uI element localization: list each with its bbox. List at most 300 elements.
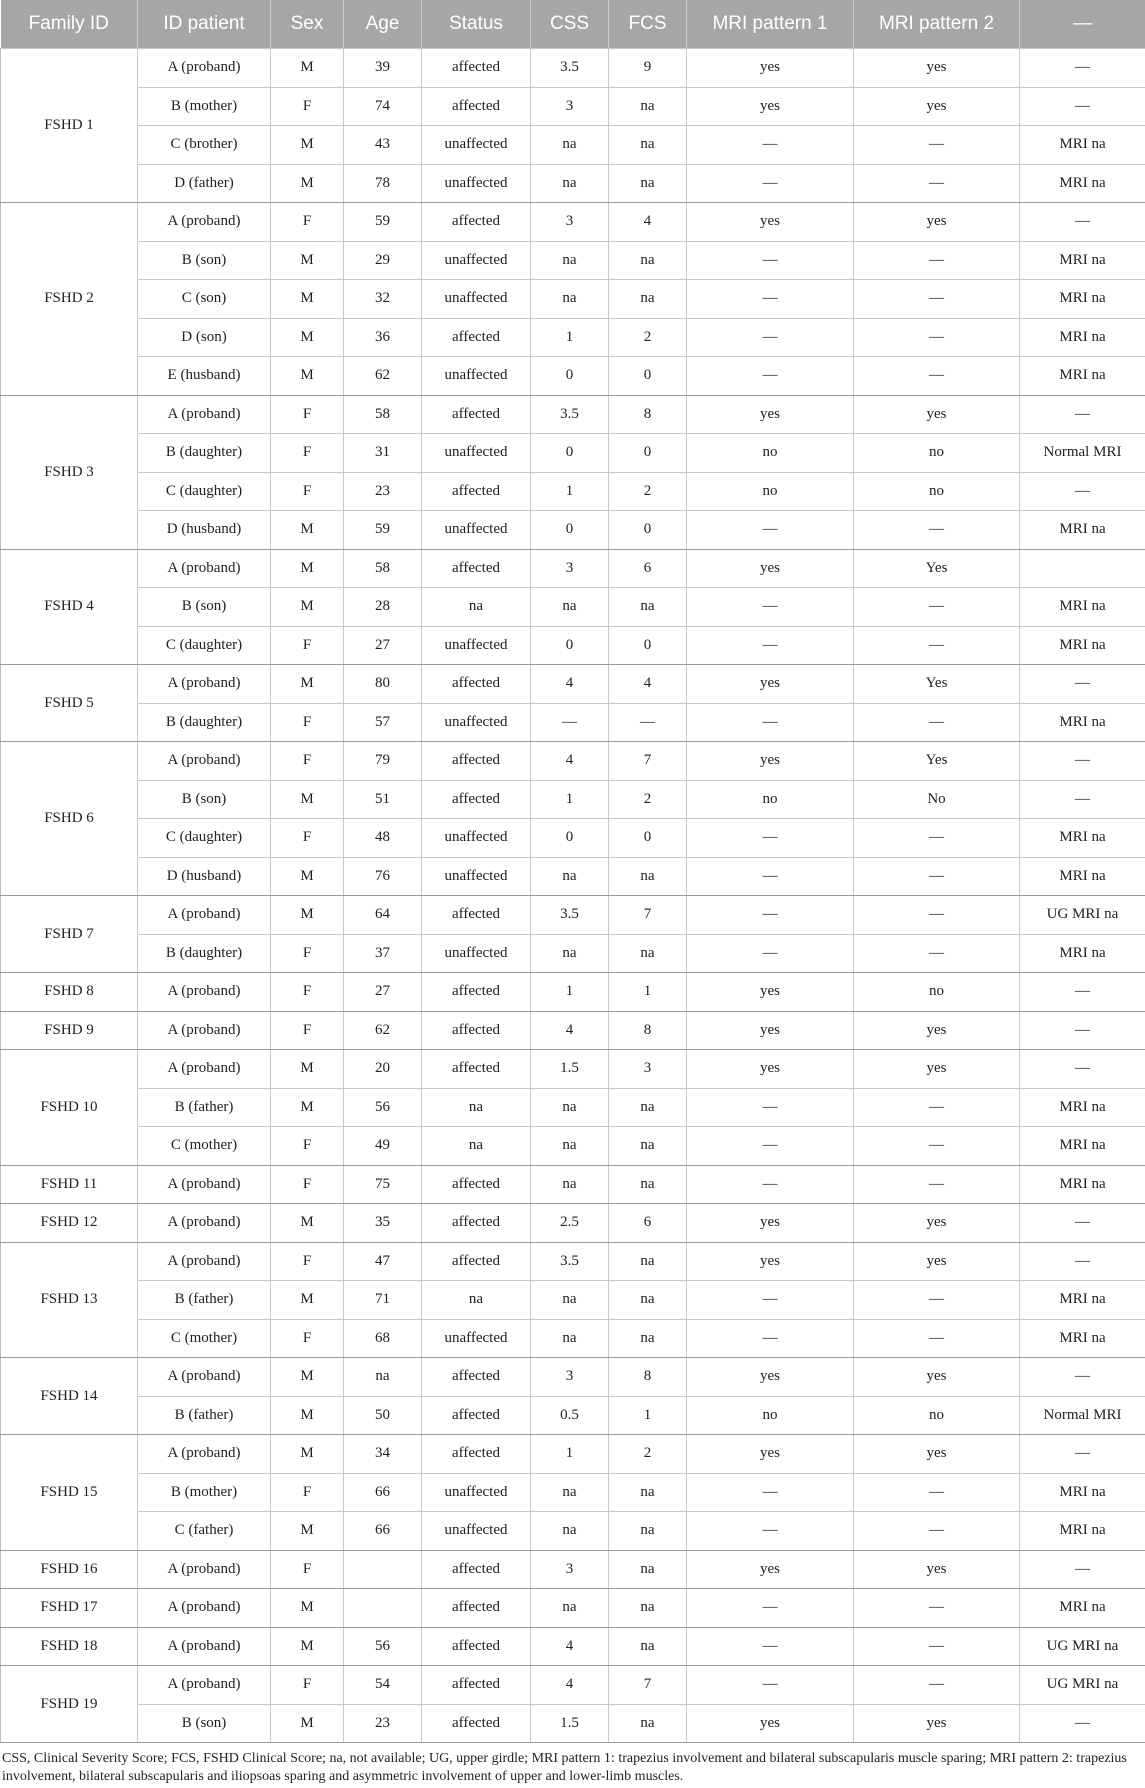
sex-cell: M: [271, 1358, 344, 1397]
patient-id-cell: C (son): [138, 280, 271, 319]
table-row: [1, 1088, 1145, 1127]
mri-pattern-2-cell: —: [854, 703, 1020, 742]
css-cell: na: [531, 857, 609, 896]
age-cell: 74: [344, 87, 422, 126]
status-cell: affected: [422, 973, 531, 1012]
patient-id-cell: B (daughter): [138, 434, 271, 473]
mri-pattern-2-cell: yes: [854, 49, 1020, 88]
sex-cell: M: [271, 49, 344, 88]
css-cell: na: [531, 934, 609, 973]
patient-id-cell: A (proband): [138, 1358, 271, 1397]
mri-pattern-1-cell: —: [687, 1473, 854, 1512]
css-cell: na: [531, 1165, 609, 1204]
sex-cell: M: [271, 511, 344, 550]
status-cell: affected: [422, 1165, 531, 1204]
fcs-cell: 9: [609, 49, 687, 88]
note-cell: —: [1020, 742, 1145, 781]
fcs-cell: na: [609, 1473, 687, 1512]
patient-id-cell: E (husband): [138, 357, 271, 396]
patient-id-cell: C (daughter): [138, 626, 271, 665]
fcs-cell: 4: [609, 665, 687, 704]
mri-pattern-2-cell: —: [854, 357, 1020, 396]
header-css: CSS: [531, 0, 609, 49]
header-notes: —: [1020, 0, 1145, 49]
mri-pattern-2-cell: —: [854, 1627, 1020, 1666]
note-cell: —: [1020, 1550, 1145, 1589]
sex-cell: M: [271, 318, 344, 357]
table-row: [1, 126, 1145, 165]
mri-pattern-1-cell: —: [687, 896, 854, 935]
age-cell: 75: [344, 1165, 422, 1204]
mri-pattern-1-cell: —: [687, 1088, 854, 1127]
fcs-cell: na: [609, 164, 687, 203]
patient-id-cell: A (proband): [138, 742, 271, 781]
mri-pattern-2-cell: —: [854, 1088, 1020, 1127]
table-row: [1, 164, 1145, 203]
patient-id-cell: A (proband): [138, 395, 271, 434]
note-cell: Normal MRI: [1020, 1396, 1145, 1435]
note-cell: MRI na: [1020, 819, 1145, 858]
mri-pattern-1-cell: —: [687, 588, 854, 627]
fcs-cell: 0: [609, 626, 687, 665]
age-cell: 31: [344, 434, 422, 473]
status-cell: unaffected: [422, 703, 531, 742]
fcs-cell: 4: [609, 203, 687, 242]
sex-cell: M: [271, 1435, 344, 1474]
header-id-patient: ID patient: [138, 0, 271, 49]
sex-cell: M: [271, 1050, 344, 1089]
table-row: [1, 1396, 1145, 1435]
age-cell: 23: [344, 1704, 422, 1743]
family-id-cell: FSHD 6: [1, 742, 138, 896]
fcs-cell: —: [609, 703, 687, 742]
note-cell: MRI na: [1020, 934, 1145, 973]
mri-pattern-1-cell: yes: [687, 1050, 854, 1089]
header-mri-pattern-1: MRI pattern 1: [687, 0, 854, 49]
age-cell: 39: [344, 49, 422, 88]
note-cell: MRI na: [1020, 857, 1145, 896]
css-cell: 3.5: [531, 896, 609, 935]
family-id-cell: FSHD 13: [1, 1242, 138, 1358]
mri-pattern-1-cell: —: [687, 1666, 854, 1705]
sex-cell: F: [271, 626, 344, 665]
table-row: [1, 626, 1145, 665]
patient-id-cell: A (proband): [138, 1011, 271, 1050]
sex-cell: M: [271, 896, 344, 935]
sex-cell: F: [271, 395, 344, 434]
age-cell: 68: [344, 1319, 422, 1358]
status-cell: affected: [422, 472, 531, 511]
status-cell: affected: [422, 395, 531, 434]
sex-cell: F: [271, 203, 344, 242]
note-cell: UG MRI na: [1020, 1627, 1145, 1666]
sex-cell: M: [271, 857, 344, 896]
mri-pattern-2-cell: —: [854, 1281, 1020, 1320]
mri-pattern-2-cell: yes: [854, 1242, 1020, 1281]
note-cell: MRI na: [1020, 511, 1145, 550]
table-row: [1, 1204, 1145, 1243]
mri-pattern-1-cell: yes: [687, 549, 854, 588]
css-cell: 4: [531, 1627, 609, 1666]
table-row: [1, 395, 1145, 434]
status-cell: affected: [422, 1011, 531, 1050]
css-cell: na: [531, 588, 609, 627]
mri-pattern-1-cell: —: [687, 1127, 854, 1166]
table-row: [1, 1666, 1145, 1705]
age-cell: 56: [344, 1088, 422, 1127]
fcs-cell: 0: [609, 511, 687, 550]
fcs-cell: 7: [609, 1666, 687, 1705]
status-cell: unaffected: [422, 280, 531, 319]
status-cell: unaffected: [422, 1512, 531, 1551]
status-cell: affected: [422, 1050, 531, 1089]
mri-pattern-2-cell: —: [854, 1512, 1020, 1551]
mri-pattern-2-cell: no: [854, 1396, 1020, 1435]
css-cell: na: [531, 241, 609, 280]
mri-pattern-1-cell: —: [687, 934, 854, 973]
mri-pattern-2-cell: —: [854, 241, 1020, 280]
table-row: [1, 857, 1145, 896]
patient-id-cell: B (father): [138, 1088, 271, 1127]
table-row: [1, 1358, 1145, 1397]
fcs-cell: 1: [609, 973, 687, 1012]
sex-cell: M: [271, 1704, 344, 1743]
age-cell: 20: [344, 1050, 422, 1089]
note-cell: MRI na: [1020, 588, 1145, 627]
patient-id-cell: B (son): [138, 1704, 271, 1743]
note-cell: [1020, 549, 1145, 588]
mri-pattern-2-cell: yes: [854, 1550, 1020, 1589]
mri-pattern-1-cell: —: [687, 164, 854, 203]
mri-pattern-1-cell: —: [687, 1165, 854, 1204]
age-cell: 58: [344, 549, 422, 588]
age-cell: 76: [344, 857, 422, 896]
patient-id-cell: A (proband): [138, 1050, 271, 1089]
patient-id-cell: B (son): [138, 780, 271, 819]
table-row: [1, 665, 1145, 704]
age-cell: 29: [344, 241, 422, 280]
css-cell: 3: [531, 203, 609, 242]
css-cell: 3: [531, 1358, 609, 1397]
fcs-cell: na: [609, 280, 687, 319]
mri-pattern-1-cell: yes: [687, 1435, 854, 1474]
status-cell: affected: [422, 665, 531, 704]
note-cell: —: [1020, 780, 1145, 819]
css-cell: —: [531, 703, 609, 742]
patient-id-cell: A (proband): [138, 1666, 271, 1705]
fcs-cell: na: [609, 1319, 687, 1358]
mri-pattern-1-cell: yes: [687, 1242, 854, 1281]
mri-pattern-2-cell: yes: [854, 1050, 1020, 1089]
status-cell: affected: [422, 1204, 531, 1243]
fcs-cell: 8: [609, 395, 687, 434]
css-cell: na: [531, 1088, 609, 1127]
sex-cell: M: [271, 1281, 344, 1320]
header-status: Status: [422, 0, 531, 49]
table-row: [1, 511, 1145, 550]
fcs-cell: 8: [609, 1358, 687, 1397]
mri-pattern-1-cell: yes: [687, 1011, 854, 1050]
fcs-cell: 2: [609, 318, 687, 357]
sex-cell: F: [271, 1319, 344, 1358]
family-id-cell: FSHD 18: [1, 1627, 138, 1666]
mri-pattern-2-cell: —: [854, 318, 1020, 357]
patient-id-cell: B (daughter): [138, 703, 271, 742]
css-cell: 1: [531, 1435, 609, 1474]
sex-cell: F: [271, 1127, 344, 1166]
sex-cell: F: [271, 1011, 344, 1050]
note-cell: —: [1020, 472, 1145, 511]
mri-pattern-1-cell: —: [687, 1281, 854, 1320]
fcs-cell: na: [609, 857, 687, 896]
mri-pattern-1-cell: yes: [687, 203, 854, 242]
table-row: [1, 742, 1145, 781]
fcs-cell: 7: [609, 742, 687, 781]
css-cell: 4: [531, 742, 609, 781]
note-cell: MRI na: [1020, 280, 1145, 319]
age-cell: 59: [344, 203, 422, 242]
sex-cell: M: [271, 1204, 344, 1243]
mri-pattern-1-cell: —: [687, 1627, 854, 1666]
note-cell: —: [1020, 665, 1145, 704]
patient-id-cell: A (proband): [138, 1627, 271, 1666]
sex-cell: F: [271, 819, 344, 858]
mri-pattern-2-cell: —: [854, 934, 1020, 973]
status-cell: unaffected: [422, 857, 531, 896]
mri-pattern-1-cell: —: [687, 626, 854, 665]
note-cell: —: [1020, 49, 1145, 88]
table-row: [1, 1435, 1145, 1474]
patient-id-cell: B (son): [138, 588, 271, 627]
note-cell: —: [1020, 1050, 1145, 1089]
mri-pattern-2-cell: yes: [854, 87, 1020, 126]
sex-cell: F: [271, 434, 344, 473]
age-cell: 66: [344, 1473, 422, 1512]
css-cell: 0.5: [531, 1396, 609, 1435]
mri-pattern-2-cell: Yes: [854, 549, 1020, 588]
family-id-cell: FSHD 11: [1, 1165, 138, 1204]
mri-pattern-2-cell: no: [854, 973, 1020, 1012]
css-cell: na: [531, 280, 609, 319]
patient-id-cell: C (daughter): [138, 819, 271, 858]
patient-id-cell: A (proband): [138, 1589, 271, 1628]
family-id-cell: FSHD 12: [1, 1204, 138, 1243]
sex-cell: M: [271, 164, 344, 203]
status-cell: affected: [422, 896, 531, 935]
css-cell: 3: [531, 1550, 609, 1589]
sex-cell: F: [271, 87, 344, 126]
mri-pattern-1-cell: —: [687, 857, 854, 896]
family-id-cell: FSHD 17: [1, 1589, 138, 1628]
status-cell: affected: [422, 1666, 531, 1705]
css-cell: na: [531, 164, 609, 203]
sex-cell: F: [271, 1473, 344, 1512]
mri-pattern-2-cell: yes: [854, 395, 1020, 434]
note-cell: —: [1020, 973, 1145, 1012]
note-cell: MRI na: [1020, 1319, 1145, 1358]
mri-pattern-2-cell: yes: [854, 1704, 1020, 1743]
sex-cell: F: [271, 1165, 344, 1204]
header-row: [1, 0, 1145, 49]
note-cell: MRI na: [1020, 1088, 1145, 1127]
status-cell: unaffected: [422, 934, 531, 973]
status-cell: affected: [422, 1704, 531, 1743]
table-body: [1, 49, 1145, 1743]
table-row: [1, 588, 1145, 627]
sex-cell: M: [271, 1627, 344, 1666]
note-cell: MRI na: [1020, 1281, 1145, 1320]
mri-pattern-2-cell: —: [854, 280, 1020, 319]
fcs-cell: 6: [609, 1204, 687, 1243]
mri-pattern-1-cell: —: [687, 703, 854, 742]
mri-pattern-1-cell: yes: [687, 973, 854, 1012]
mri-pattern-2-cell: —: [854, 164, 1020, 203]
mri-pattern-1-cell: yes: [687, 49, 854, 88]
mri-pattern-1-cell: no: [687, 434, 854, 473]
family-id-cell: FSHD 4: [1, 549, 138, 665]
mri-pattern-2-cell: —: [854, 857, 1020, 896]
css-cell: 3.5: [531, 395, 609, 434]
age-cell: [344, 1550, 422, 1589]
table-row: [1, 434, 1145, 473]
age-cell: 59: [344, 511, 422, 550]
age-cell: 32: [344, 280, 422, 319]
fcs-cell: na: [609, 934, 687, 973]
status-cell: na: [422, 1281, 531, 1320]
patient-id-cell: D (husband): [138, 511, 271, 550]
sex-cell: M: [271, 780, 344, 819]
patient-id-cell: C (brother): [138, 126, 271, 165]
note-cell: MRI na: [1020, 1165, 1145, 1204]
table-row: [1, 1281, 1145, 1320]
fcs-cell: na: [609, 1589, 687, 1628]
css-cell: na: [531, 1473, 609, 1512]
note-cell: MRI na: [1020, 357, 1145, 396]
age-cell: [344, 1589, 422, 1628]
mri-pattern-2-cell: —: [854, 1127, 1020, 1166]
patient-id-cell: A (proband): [138, 1204, 271, 1243]
status-cell: affected: [422, 1627, 531, 1666]
age-cell: 62: [344, 357, 422, 396]
css-cell: 1.5: [531, 1704, 609, 1743]
table-row: [1, 87, 1145, 126]
table-row: [1, 896, 1145, 935]
age-cell: 49: [344, 1127, 422, 1166]
fcs-cell: na: [609, 126, 687, 165]
table-row: [1, 49, 1145, 88]
mri-pattern-1-cell: —: [687, 511, 854, 550]
table-row: [1, 1050, 1145, 1089]
mri-pattern-2-cell: —: [854, 1589, 1020, 1628]
age-cell: 35: [344, 1204, 422, 1243]
mri-pattern-2-cell: yes: [854, 1358, 1020, 1397]
age-cell: 23: [344, 472, 422, 511]
family-id-cell: FSHD 2: [1, 203, 138, 396]
age-cell: 64: [344, 896, 422, 935]
sex-cell: M: [271, 588, 344, 627]
css-cell: 2.5: [531, 1204, 609, 1243]
note-cell: MRI na: [1020, 164, 1145, 203]
sex-cell: M: [271, 549, 344, 588]
mri-pattern-2-cell: —: [854, 1319, 1020, 1358]
fcs-cell: 6: [609, 549, 687, 588]
fcs-cell: 0: [609, 357, 687, 396]
css-cell: 1: [531, 472, 609, 511]
sex-cell: F: [271, 703, 344, 742]
css-cell: 0: [531, 626, 609, 665]
mri-pattern-1-cell: —: [687, 819, 854, 858]
status-cell: affected: [422, 549, 531, 588]
sex-cell: M: [271, 357, 344, 396]
css-cell: 1: [531, 780, 609, 819]
mri-pattern-1-cell: yes: [687, 665, 854, 704]
fcs-cell: na: [609, 588, 687, 627]
status-cell: unaffected: [422, 434, 531, 473]
status-cell: affected: [422, 1435, 531, 1474]
family-id-cell: FSHD 5: [1, 665, 138, 742]
mri-pattern-2-cell: —: [854, 1666, 1020, 1705]
family-id-cell: FSHD 19: [1, 1666, 138, 1743]
age-cell: 28: [344, 588, 422, 627]
sex-cell: M: [271, 665, 344, 704]
age-cell: 27: [344, 626, 422, 665]
family-id-cell: FSHD 7: [1, 896, 138, 973]
fcs-cell: na: [609, 87, 687, 126]
status-cell: affected: [422, 742, 531, 781]
patient-id-cell: C (father): [138, 1512, 271, 1551]
table-row: [1, 973, 1145, 1012]
mri-pattern-1-cell: —: [687, 280, 854, 319]
mri-pattern-1-cell: —: [687, 241, 854, 280]
age-cell: 79: [344, 742, 422, 781]
note-cell: Normal MRI: [1020, 434, 1145, 473]
age-cell: 43: [344, 126, 422, 165]
patient-id-cell: A (proband): [138, 49, 271, 88]
table-row: [1, 1627, 1145, 1666]
table-row: [1, 472, 1145, 511]
css-cell: na: [531, 1127, 609, 1166]
patient-id-cell: B (son): [138, 241, 271, 280]
css-cell: 0: [531, 357, 609, 396]
age-cell: 34: [344, 1435, 422, 1474]
css-cell: na: [531, 1589, 609, 1628]
fcs-cell: na: [609, 1704, 687, 1743]
patient-id-cell: C (mother): [138, 1319, 271, 1358]
table-row: [1, 1473, 1145, 1512]
patient-id-cell: A (proband): [138, 1550, 271, 1589]
note-cell: —: [1020, 1358, 1145, 1397]
note-cell: UG MRI na: [1020, 896, 1145, 935]
family-id-cell: FSHD 15: [1, 1435, 138, 1551]
mri-pattern-1-cell: no: [687, 780, 854, 819]
css-cell: 3.5: [531, 1242, 609, 1281]
age-cell: 58: [344, 395, 422, 434]
table-row: [1, 1550, 1145, 1589]
sex-cell: F: [271, 934, 344, 973]
age-cell: 56: [344, 1627, 422, 1666]
mri-pattern-2-cell: No: [854, 780, 1020, 819]
age-cell: 51: [344, 780, 422, 819]
status-cell: affected: [422, 203, 531, 242]
age-cell: 62: [344, 1011, 422, 1050]
table-row: [1, 1512, 1145, 1551]
note-cell: —: [1020, 395, 1145, 434]
status-cell: affected: [422, 1242, 531, 1281]
mri-pattern-1-cell: yes: [687, 1550, 854, 1589]
age-cell: 71: [344, 1281, 422, 1320]
mri-pattern-1-cell: —: [687, 357, 854, 396]
patient-id-cell: D (father): [138, 164, 271, 203]
